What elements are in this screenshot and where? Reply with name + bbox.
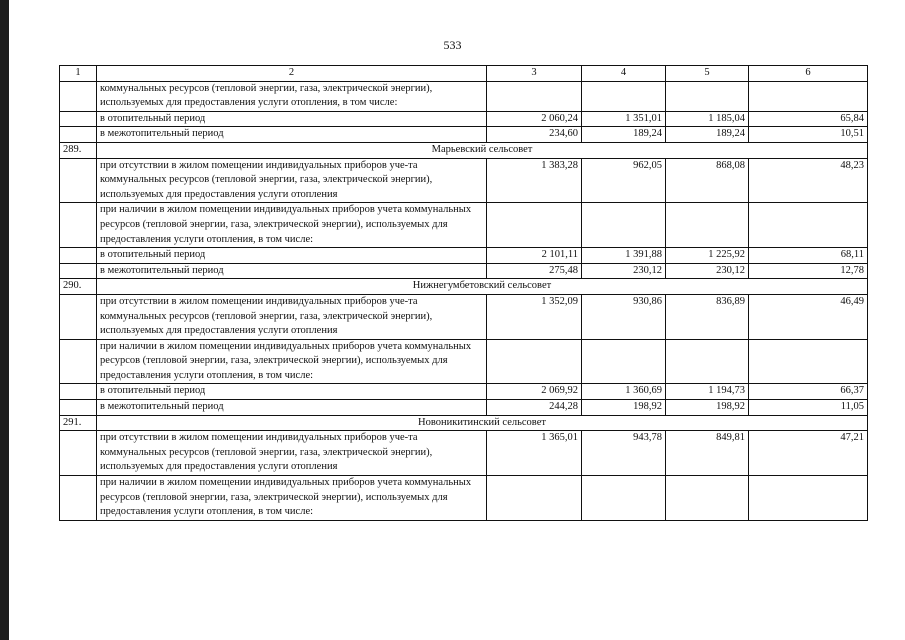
- section-title: Новоникитинский сельсовет: [97, 415, 868, 431]
- value-cell: [487, 476, 582, 521]
- value-cell: [487, 81, 582, 111]
- header-cell: 6: [749, 66, 868, 82]
- value-cell: [749, 339, 868, 384]
- value-cell: [749, 476, 868, 521]
- value-cell: 2 101,11: [487, 248, 582, 264]
- row-label: при наличии в жилом помещении индивидуальных приборов учета коммунальных ресурсов (тепловой энергии, газа, электрической энергии), используемых для предоставления услуги отопления, в том числе:: [97, 339, 487, 384]
- table-row: [60, 384, 868, 400]
- row-label: коммунальных ресурсов (тепловой энергии, газа, электрической энергии), используемых для предоставления услуги отопления, в том числе:: [97, 81, 487, 111]
- index-cell: [60, 81, 97, 111]
- section-number: 289.: [60, 142, 97, 158]
- value-cell: 46,49: [749, 294, 868, 339]
- index-cell: [60, 476, 97, 521]
- table-row: [60, 248, 868, 264]
- row-label: в межотопительный период: [97, 400, 487, 416]
- value-cell: 2 060,24: [487, 111, 582, 127]
- index-cell: [60, 203, 97, 248]
- value-cell: 1 360,69: [582, 384, 666, 400]
- value-cell: [487, 339, 582, 384]
- value-cell: 230,12: [582, 263, 666, 279]
- value-cell: 1 383,28: [487, 158, 582, 203]
- table-row: [60, 203, 868, 248]
- table-row: [60, 339, 868, 384]
- value-cell: 47,21: [749, 431, 868, 476]
- row-label: при наличии в жилом помещении индивидуальных приборов учета коммунальных ресурсов (тепловой энергии, газа, электрической энергии), используемых для предоставления услуги отопления, в том числе:: [97, 203, 487, 248]
- value-cell: 66,37: [749, 384, 868, 400]
- row-label: в отопительный период: [97, 248, 487, 264]
- value-cell: 275,48: [487, 263, 582, 279]
- section-number: 291.: [60, 415, 97, 431]
- value-cell: [749, 81, 868, 111]
- row-label: при наличии в жилом помещении индивидуальных приборов учета коммунальных ресурсов (тепловой энергии, газа, электрической энергии), используемых для предоставления услуги отопления, в том числе:: [97, 476, 487, 521]
- table-row: [60, 294, 868, 339]
- table-row: [60, 158, 868, 203]
- value-cell: 12,78: [749, 263, 868, 279]
- header-cell: 2: [97, 66, 487, 82]
- row-label: при отсутствии в жилом помещении индивидуальных приборов уче-та коммунальных ресурсов (тепловой энергии, газа, электрической энергии), используемых для предоставления услуги отопления: [97, 158, 487, 203]
- index-cell: [60, 127, 97, 143]
- value-cell: 943,78: [582, 431, 666, 476]
- value-cell: [666, 476, 749, 521]
- section-row: [60, 142, 868, 158]
- value-cell: [582, 81, 666, 111]
- index-cell: [60, 339, 97, 384]
- value-cell: 1 194,73: [666, 384, 749, 400]
- index-cell: [60, 248, 97, 264]
- value-cell: 1 351,01: [582, 111, 666, 127]
- value-cell: [666, 203, 749, 248]
- value-cell: 189,24: [582, 127, 666, 143]
- value-cell: 68,11: [749, 248, 868, 264]
- value-cell: 1 185,04: [666, 111, 749, 127]
- index-cell: [60, 111, 97, 127]
- table-row: [60, 81, 868, 111]
- value-cell: 1 352,09: [487, 294, 582, 339]
- value-cell: [582, 203, 666, 248]
- header-cell: 4: [582, 66, 666, 82]
- value-cell: 962,05: [582, 158, 666, 203]
- value-cell: 198,92: [582, 400, 666, 416]
- section-row: [60, 279, 868, 295]
- value-cell: [582, 339, 666, 384]
- header-row: [60, 66, 868, 82]
- value-cell: 1 391,88: [582, 248, 666, 264]
- section-title: Нижнегумбетовский сельсовет: [97, 279, 868, 295]
- value-cell: 189,24: [666, 127, 749, 143]
- row-label: в межотопительный период: [97, 127, 487, 143]
- value-cell: 849,81: [666, 431, 749, 476]
- table-row: [60, 111, 868, 127]
- value-cell: [487, 203, 582, 248]
- value-cell: 230,12: [666, 263, 749, 279]
- value-cell: 234,60: [487, 127, 582, 143]
- section-title: Марьевский сельсовет: [97, 142, 868, 158]
- value-cell: 1 365,01: [487, 431, 582, 476]
- index-cell: [60, 294, 97, 339]
- value-cell: 198,92: [666, 400, 749, 416]
- header-cell: 3: [487, 66, 582, 82]
- table-row: [60, 263, 868, 279]
- value-cell: [749, 203, 868, 248]
- index-cell: [60, 431, 97, 476]
- value-cell: [666, 81, 749, 111]
- row-label: в межотопительный период: [97, 263, 487, 279]
- value-cell: 1 225,92: [666, 248, 749, 264]
- index-cell: [60, 263, 97, 279]
- value-cell: 244,28: [487, 400, 582, 416]
- value-cell: 65,84: [749, 111, 868, 127]
- row-label: при отсутствии в жилом помещении индивидуальных приборов уче-та коммунальных ресурсов (тепловой энергии, газа, электрической энергии), используемых для предоставления услуги отопления: [97, 294, 487, 339]
- table-row: [60, 400, 868, 416]
- index-cell: [60, 400, 97, 416]
- table-row: [60, 127, 868, 143]
- tariff-table: [59, 65, 868, 521]
- value-cell: 48,23: [749, 158, 868, 203]
- section-row: [60, 415, 868, 431]
- value-cell: [582, 476, 666, 521]
- value-cell: 836,89: [666, 294, 749, 339]
- table-row: [60, 476, 868, 521]
- value-cell: 2 069,92: [487, 384, 582, 400]
- row-label: в отопительный период: [97, 111, 487, 127]
- header-cell: 5: [666, 66, 749, 82]
- value-cell: 868,08: [666, 158, 749, 203]
- value-cell: [666, 339, 749, 384]
- page-edge-bar: [0, 0, 9, 640]
- value-cell: 10,51: [749, 127, 868, 143]
- header-cell: 1: [60, 66, 97, 82]
- value-cell: 11,05: [749, 400, 868, 416]
- table-row: [60, 431, 868, 476]
- row-label: при отсутствии в жилом помещении индивидуальных приборов уче-та коммунальных ресурсов (тепловой энергии, газа, электрической энергии), используемых для предоставления услуги отопления: [97, 431, 487, 476]
- index-cell: [60, 158, 97, 203]
- row-label: в отопительный период: [97, 384, 487, 400]
- index-cell: [60, 384, 97, 400]
- section-number: 290.: [60, 279, 97, 295]
- page-number: 533: [443, 38, 462, 52]
- value-cell: 930,86: [582, 294, 666, 339]
